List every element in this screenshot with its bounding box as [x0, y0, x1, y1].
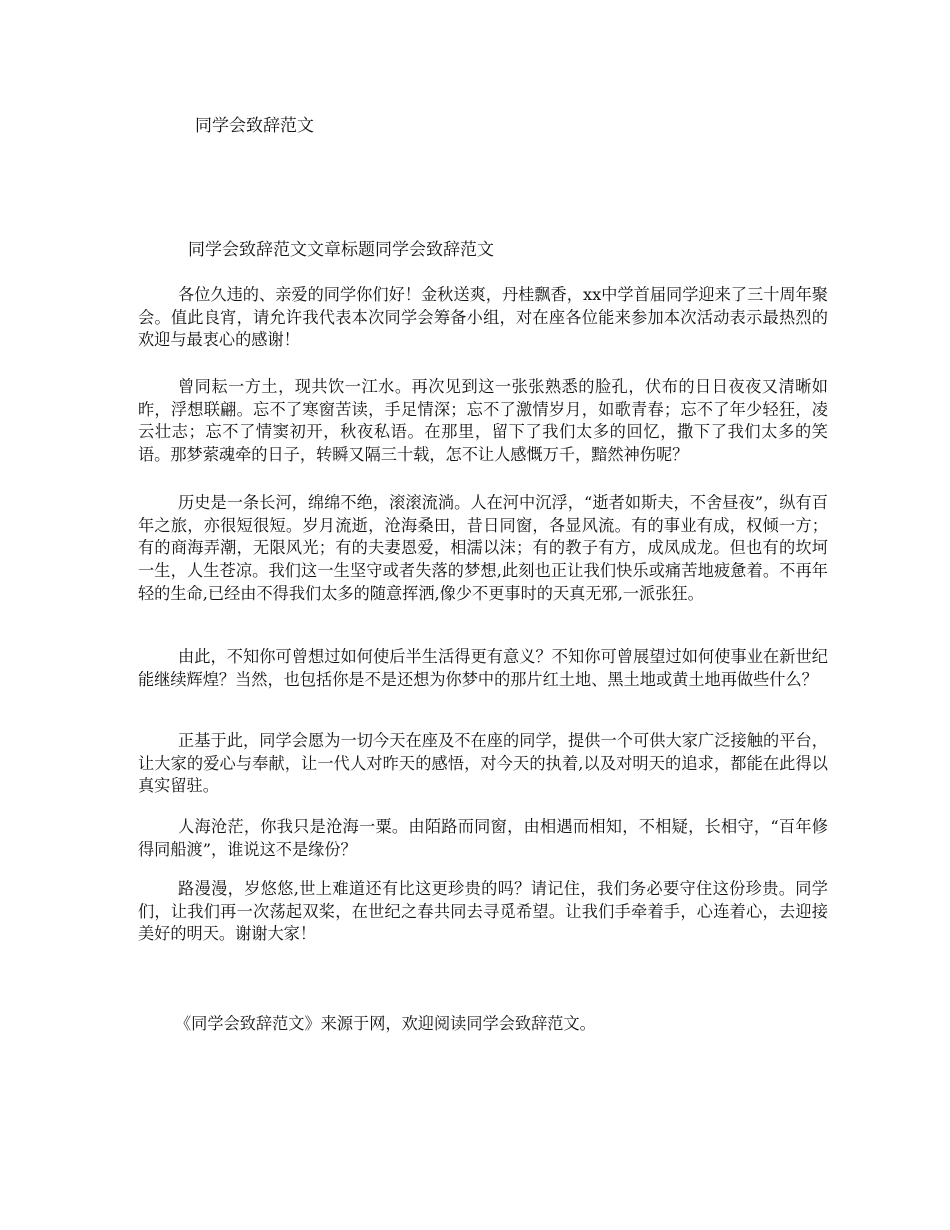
- page-title: 同学会致辞范文: [195, 116, 314, 136]
- body-paragraph-4: 由此，不知你可曾想过如何使后半生活得更有意义？不知你可曾展望过如何使事业在新世纪能继续辉煌？当然，也包括你是不是还想为你梦中的那片红土地、黑土地或黄土地再做些什么？: [138, 647, 828, 689]
- body-paragraph-1: 各位久违的、亲爱的同学你们好！金秋送爽，丹桂飘香，xx中学首届同学迎来了三十周年聚会。值此良宵，请允许我代表本次同学会筹备小组，对在座各位能来参加本次活动表示最热烈的欢迎与最衷心的感谢！: [138, 285, 828, 350]
- body-paragraph-5: 正基于此，同学会愿为一切今天在座及不在座的同学，提供一个可供大家广泛接触的平台，让大家的爱心与奉献，让一代人对昨天的感悟，对今天的执着,以及对明天的追求，都能在此得以真实留驻。: [138, 731, 828, 796]
- source-footer: 《同学会致辞范文》来源于网，欢迎阅读同学会致辞范文。: [175, 1014, 596, 1033]
- body-paragraph-2: 曾同耘一方土，现共饮一江水。再次见到这一张张熟悉的脸孔，伏布的日日夜夜又清晰如昨，浮想联翩。忘不了寒窗苦读，手足情深；忘不了激情岁月，如歌青春；忘不了年少轻狂，凌云壮志；忘不了情窦初开，秋夜私语。在那里，留下了我们太多的回忆，撒下了我们太多的笑语。那梦萦魂牵的日子，转瞬又隔三十载，怎不让人感慨万千，黯然神伤呢？: [138, 377, 828, 465]
- body-paragraph-6: 人海沧茫，你我只是沧海一粟。由陌路而同窗，由相遇而相知，不相疑，长相守，“百年修得同船渡”，谁说这不是缘份？: [138, 817, 828, 859]
- body-paragraph-3: 历史是一条长河，绵绵不绝，滚滚流淌。人在河中沉浮，“逝者如斯夫，不舍昼夜”，纵有百年之旅，亦很短很短。岁月流逝，沧海桑田，昔日同窗，各显风流。有的事业有成，权倾一方；有的商海弄潮，无限风光；有的夫妻恩爱，相濡以沫；有的教子有方，成凤成龙。但也有的坎坷一生，人生苍凉。我们这一生坚守或者失落的梦想,此刻也正让我们快乐或痛苦地疲惫着。不再年轻的生命,已经由不得我们太多的随意挥洒,像少不更事时的天真无邪,一派张狂。: [138, 493, 828, 603]
- body-paragraph-7: 路漫漫，岁悠悠,世上难道还有比这更珍贵的吗？请记住，我们务必要守住这份珍贵。同学们，让我们再一次荡起双桨，在世纪之春共同去寻觅希望。让我们手牵着手，心连着心，去迎接美好的明天。谢谢大家！: [138, 879, 828, 944]
- article-subtitle: 同学会致辞范文文章标题同学会致辞范文: [188, 240, 494, 260]
